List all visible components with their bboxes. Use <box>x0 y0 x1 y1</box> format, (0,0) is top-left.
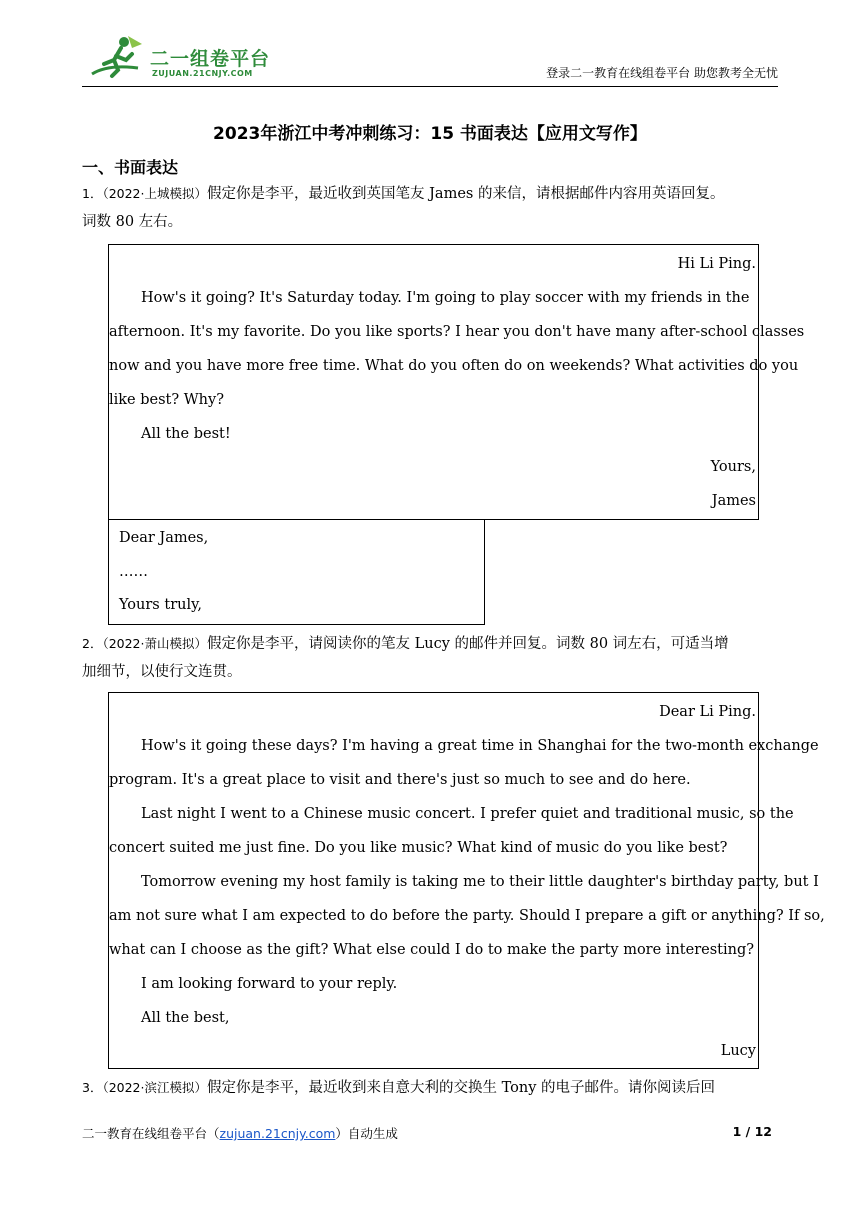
question-text-cont: 词数 80 左右。 <box>82 214 183 230</box>
question-text: 假定你是李平，请阅读你的笔友 Lucy 的邮件并回复。词数 80 词左右，可适当增 <box>207 636 729 652</box>
footer-link[interactable]: zujuan.21cnjy.com <box>219 1126 336 1141</box>
letter-line: All the best, <box>141 1010 230 1026</box>
question-1 <box>82 180 782 236</box>
question-number: 2． <box>82 636 103 651</box>
letter-signature: Lucy <box>720 1043 756 1059</box>
letter-closing: Yours, <box>710 459 756 475</box>
letter-signature: James <box>711 493 756 509</box>
letter-line: am not sure what I am expected to do before the party. Should I prepare a gift or anything? If so, <box>109 908 825 924</box>
letter-line: concert suited me just fine. Do you like music? What kind of music do you like best? <box>109 840 728 856</box>
question-source: （2022·萧山模拟） <box>102 636 207 651</box>
letter-box-james <box>108 244 805 520</box>
footer-text-end: ）自动生成 <box>335 1126 398 1141</box>
logo <box>88 34 278 82</box>
letter-line: program. It's a great place to visit and there's just so much to see and do here. <box>109 772 691 788</box>
reply-ellipsis: …… <box>119 564 148 580</box>
logo-text: 二一组卷平台 <box>150 48 271 70</box>
letter-line: like best? Why? <box>109 392 224 408</box>
reply-greeting: Dear James, <box>119 530 209 546</box>
reply-closing: Yours truly, <box>119 597 202 613</box>
letter-line: How's it going these days? I'm having a great time in Shanghai for the two-month exchange <box>141 738 819 754</box>
header-slogan: 登录二一教育在线组卷平台 助您教考全无忧 <box>546 66 778 80</box>
letter-greeting: Hi Li Ping. <box>677 256 756 272</box>
letter-line: Last night I went to a Chinese music concert. I prefer quiet and traditional music, so the <box>141 806 794 822</box>
letter-box-lucy <box>108 692 825 1069</box>
letter-line: what can I choose as the gift? What else could I do to make the party more interesting? <box>109 942 755 958</box>
letter-line: afternoon. It's my favorite. Do you like sports? I hear you don't have many after-school classes <box>109 324 805 340</box>
letter-line: How's it going? It's Saturday today. I'm going to play soccer with my friends in the <box>141 290 750 306</box>
page-title: 2023年浙江中考冲刺练习：15 书面表达【应用文写作】 <box>213 124 647 144</box>
runner-logo-icon <box>88 34 148 82</box>
question-text: 假定你是李平，最近收到英国笔友 James 的来信，请根据邮件内容用英语回复。 <box>207 186 725 202</box>
question-text: 假定你是李平，最近收到来自意大利的交换生 Tony 的电子邮件。请你阅读后回 <box>207 1080 716 1096</box>
question-source: （2022·滨江模拟） <box>102 1080 207 1095</box>
letter-line: now and you have more free time. What do you often do on weekends? What activities do you <box>109 358 799 374</box>
letter-line: All the best! <box>141 426 231 442</box>
question-source: （2022·上城模拟） <box>102 186 207 201</box>
question-2 <box>82 630 782 686</box>
reply-box <box>108 519 485 625</box>
page-header <box>82 34 778 87</box>
section-heading: 一、书面表达 <box>82 158 179 177</box>
footer-text: 二一教育在线组卷平台（ <box>82 1126 220 1141</box>
letter-line: I am looking forward to your reply. <box>141 976 398 992</box>
question-number: 3． <box>82 1080 103 1095</box>
letter-greeting: Dear Li Ping. <box>659 704 756 720</box>
logo-subtext: ZUJUAN.21CNJY.COM <box>152 69 253 78</box>
question-text-cont: 加细节，以使行文连贯。 <box>82 664 242 680</box>
question-3 <box>82 1074 782 1102</box>
page-footer <box>82 1124 772 1142</box>
question-number: 1． <box>82 186 103 201</box>
page-number: 1 / 12 <box>732 1124 772 1139</box>
letter-line: Tomorrow evening my host family is taking me to their little daughter's birthday party, but I <box>141 874 819 890</box>
